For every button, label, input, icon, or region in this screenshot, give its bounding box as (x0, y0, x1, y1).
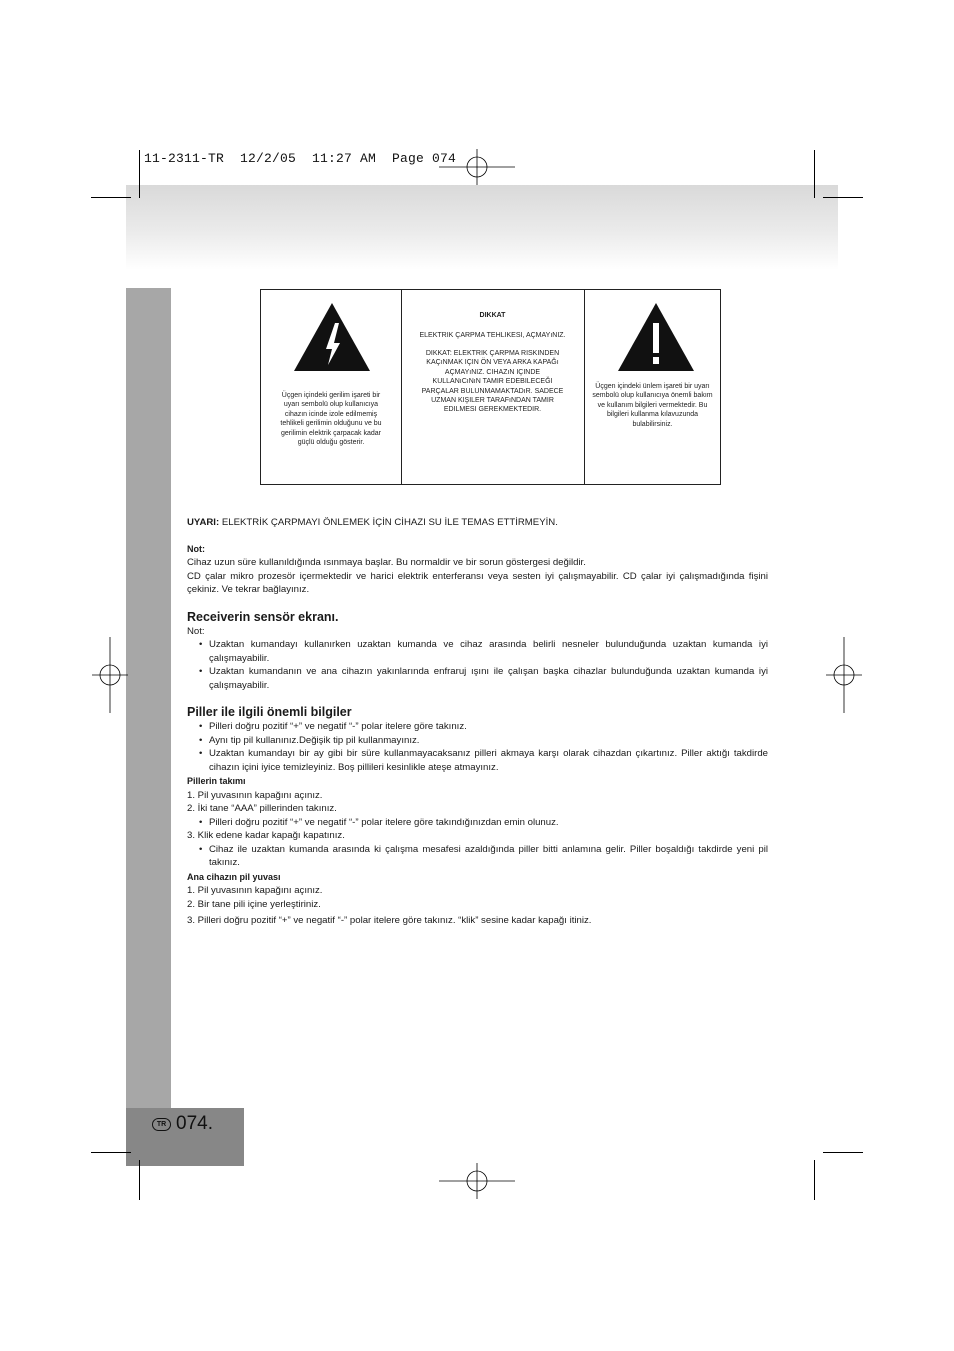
safety-warning-box (260, 289, 721, 485)
receiver-note-label: Not: (187, 625, 205, 637)
lightning-caption: Üçgen içindeki gerilim işareti bir uyarı sembolü olup kullanıcıya cihazın icinde izole edilmemiş tehlikeli gerilimin olduğunu ve bu gerilimin elektrik çarpacak kadar güçlü olduğu gösterir. (280, 392, 382, 447)
main-step: 1. Pil yuvasının kapağını açınız. (187, 885, 323, 896)
side-gray-bar (126, 288, 171, 1108)
exclamation-triangle-icon (616, 301, 696, 373)
warning-column-left (261, 290, 402, 484)
install-step: 3. Klik edene kadar kapağı kapatınız. (187, 830, 345, 841)
install-title: Pillerin takımı (187, 776, 246, 786)
install-step2-note (187, 816, 768, 830)
list-item: • Uzaktan kumandanın ve ana cihazın yakınlarında enfraruj ışını ile çalışan başka cihazlar bulunduğunda uzaktan kumanda iyi çalışmayabilir. (187, 665, 768, 692)
uyari-paragraph (187, 516, 768, 530)
crop-mark (139, 150, 140, 198)
install-steps-cont (187, 829, 768, 843)
list-item: • Aynı tip pil kullanınız.Değişik tip pil kullanmayınız. (187, 734, 768, 748)
uyari-text: ELEKTRİK ÇARPMAYI ÖNLEMEK İÇİN CİHAZI SU İLE TEMAS ETTİRMEYİN. (219, 517, 558, 528)
main-step: 2. Bir tane pili içine yerleştiriniz. (187, 898, 321, 910)
not-label: Not: (187, 543, 205, 554)
crop-mark (91, 197, 131, 198)
dikkat-line-1: ELEKTRIK ÇARPMA TEHLIKESI, AÇMAYıNIZ. (419, 332, 566, 339)
dikkat-line-2: DIKKAT: ELEKTRIK ÇARPMA RISKINDEN KAÇıNMAK IÇIN ÖN VEYA ARKA KAPAĞı AÇMAYıNIZ. CIHAZıN IÇINDE KULLANıCıNıN TAMIR EDEBILECEĞI PARÇALAR BULUNMAMAKTADıR. SADECE UZMAN KIŞILER TARAFıNDAN TAMIR EDILMESI GEREKMEKTEDIR. (421, 350, 564, 414)
list-item: • Pilleri doğru pozitif “+” ve negatif “-” polar itelere göre takındığınızdan emin olunuz. (187, 816, 768, 830)
not-line-2: CD çalar mikro prozesör içermektedir ve harici elektrik enterferansı veya sesten iyi çalışmayabilir. CD çalar iyi çalışmadığında fişini çekiniz. Ve tekrar bağlayınız. (187, 570, 768, 595)
crop-mark (814, 150, 815, 198)
install-steps (187, 789, 768, 816)
exclamation-caption: Üçgen içindeki ünlem işareti bir uyarı sembolü olup kullanıcıya önemli bakım ve kullanım bilgileri vermektedir. Bu bilgileri kullanma kılavuzunda bulabilirsiniz. (592, 383, 713, 428)
install-step: 1. Pil yuvasının kapağını açınız. (187, 789, 323, 801)
crop-mark (139, 1160, 140, 1200)
language-badge: TR (152, 1118, 171, 1131)
install-step3-note (187, 843, 768, 870)
install-step: 2. İki tane “AAA” pillerinden takınız. (187, 803, 337, 814)
crop-mark (823, 197, 863, 198)
crop-mark (823, 1152, 863, 1153)
main-step: 3. Pilleri doğru pozitif “+” ve negatif “-” polar itelere göre takınız. “klik” sesine kadar kapağı itiniz. (187, 915, 592, 926)
page-number-text: 074. (176, 1113, 213, 1134)
list-item: • Pilleri doğru pozitif “+” ve negatif “-” polar itelere göre takınız. (187, 720, 768, 734)
warning-column-center (401, 290, 585, 484)
battery-section-title: Piller ile ilgili önemli bilgiler (187, 705, 352, 719)
uyari-label: UYARI: (187, 517, 220, 528)
registration-mark-icon (437, 147, 517, 187)
receiver-bullet-list (187, 638, 768, 692)
registration-mark-icon (90, 636, 130, 714)
registration-mark-icon (824, 636, 864, 714)
warning-column-right (584, 290, 721, 484)
main-unit-steps (187, 884, 768, 928)
battery-bullet-list (187, 720, 768, 774)
registration-mark-icon (437, 1161, 517, 1201)
print-slug-header: 11-2311-TR 12/2/05 11:27 AM Page 074 (144, 151, 457, 166)
header-gradient-band (126, 185, 838, 270)
page-number (152, 1113, 213, 1135)
list-item: • Uzaktan kumandayı bir ay gibi bir süre kullanmayacaksanız pilleri akmaya karşı olarak cihazdan çıkartınız. Piller aktığı takdirde cihazın içini iyice temizleyiniz. Boş pillileri kesinlikle ateşe atmayınız. (187, 747, 768, 774)
receiver-section-title: Receiverin sensör ekranı. (187, 609, 339, 624)
crop-mark (91, 1152, 131, 1153)
list-item: • Uzaktan kumandayı kullanırken uzaktan kumanda ve cihaz arasında belirli nesneler bulunduğunda uzaktan kumanda iyi çalışmayabilir. (187, 638, 768, 665)
lightning-triangle-icon (292, 301, 372, 373)
list-item: • Cihaz ile uzaktan kumanda arasında ki çalışma mesafesi azaldığında piller bitti anlamına gelir. Piller boşaldığı takdirde yeni pil takınız. (187, 843, 768, 870)
not-line-1: Cihaz uzun süre kullanıldığında ısınmaya başlar. Bu normaldir ve bir sorun göstergesi değildir. (187, 557, 586, 568)
main-unit-title: Ana cihazın pil yuvası (187, 871, 281, 882)
crop-mark (814, 1160, 815, 1200)
main-content (187, 516, 768, 928)
dikkat-title: DIKKAT (479, 312, 506, 319)
